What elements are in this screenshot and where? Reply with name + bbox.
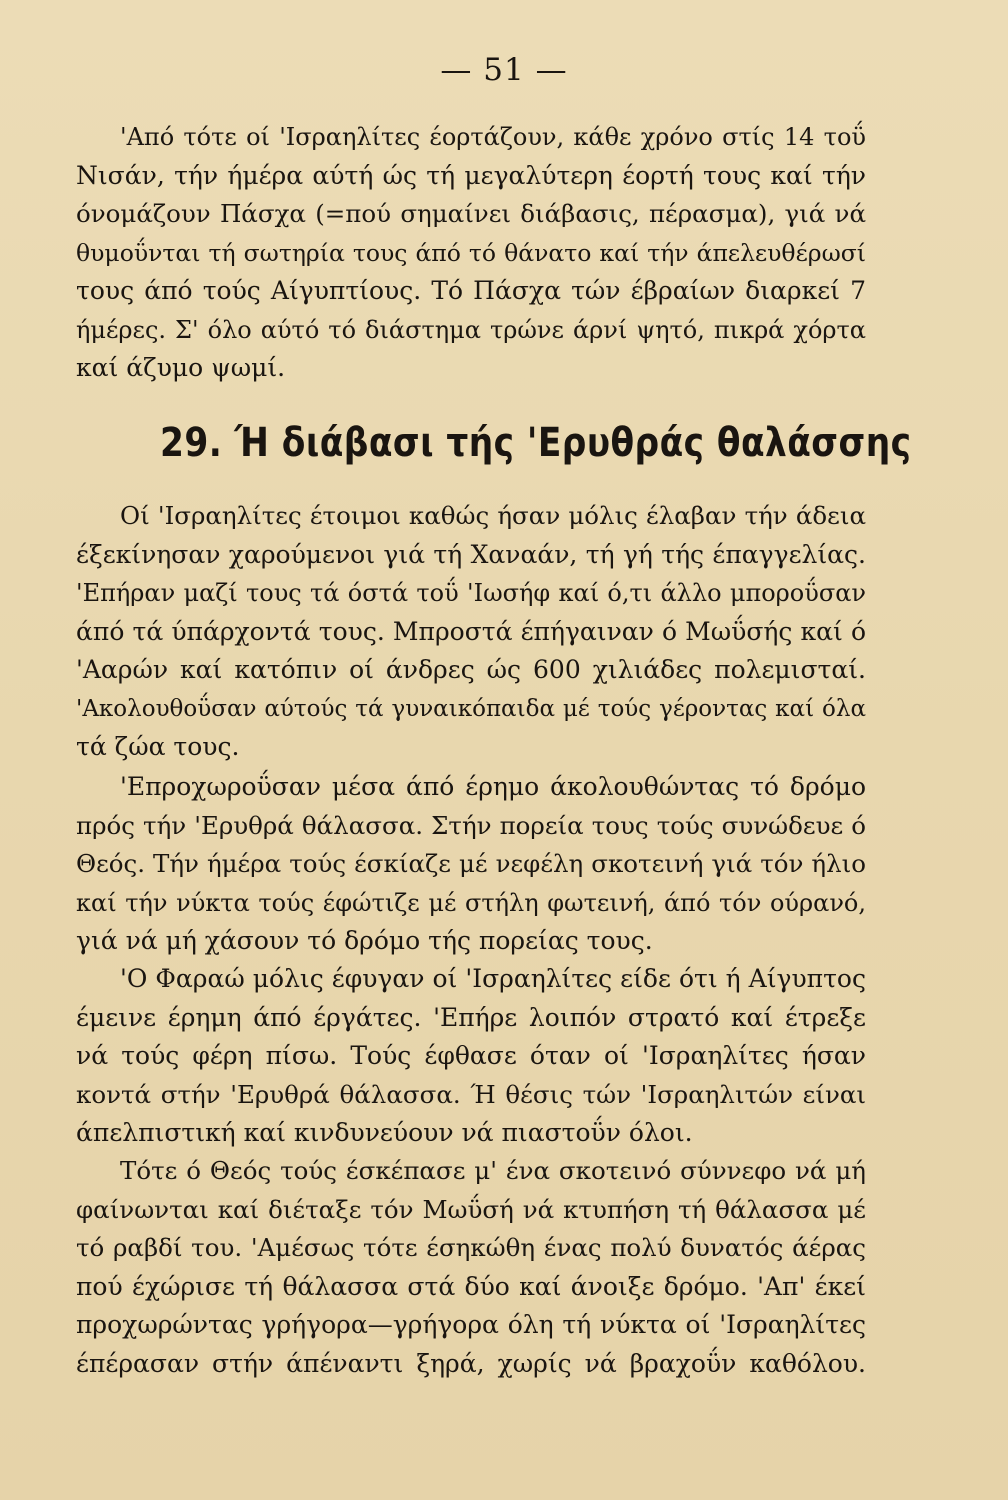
text-line: πού έχώρισε τή θάλασσα στά δύο καί άνοιξε δρόμο. 'Απ' έκεί <box>76 1271 866 1301</box>
section-heading <box>160 420 911 466</box>
intro-paragraph <box>76 118 866 388</box>
text-line: 'Επήραν μαζί τους τά όστά τοΰ 'Ιωσήφ καί ό,τι άλλο μποροΰσαν <box>76 579 866 607</box>
text-line: θυμοΰνται τή σωτηρία τους άπό τό θάνατο καί τήν άπελευθέρωσί <box>76 238 866 267</box>
text-line: έξεκίνησαν χαρούμενοι γιά τή Χαναάν, τή γή τής έπαγγελίας. <box>76 539 866 569</box>
text-line: καί τήν νύκτα τούς έφώτιζε μέ στήλη φωτεινή, άπό τόν ούρανό, <box>76 888 866 917</box>
text-line: έπέρασαν στήν άπέναντι ξηρά, χωρίς νά βραχοΰν καθόλου. <box>76 1348 866 1378</box>
section-title: Ή διάβασι τής 'Ερυθράς θαλάσσης <box>234 420 912 466</box>
text-line: Θεός. Τήν ήμέρα τούς έσκίαζε μέ νεφέλη σκοτεινή γιά τόν ήλιο <box>76 849 866 878</box>
text-line: Οί 'Ισραηλίτες έτοιμοι καθώς ήσαν μόλις έλαβαν τήν άδεια <box>120 501 866 530</box>
text-line: 'Από τότε οί 'Ισραηλίτες έορτάζουν, κάθε χρόνο στίς 14 τοΰ <box>120 123 866 151</box>
paragraph <box>76 960 866 1153</box>
text-line: άπελπιστική καί κινδυνεύουν νά πιαστοΰν όλοι. <box>76 1118 693 1147</box>
text-line: πρός τήν 'Ερυθρά θάλασσα. Στήν πορεία τους τούς συνώδευε ό <box>76 810 866 840</box>
text-line: τους άπό τούς Αίγυπτίους. Τό Πάσχα τών έβραίων διαρκεί 7 <box>76 276 866 305</box>
text-line: τό ραβδί του. 'Αμέσως τότε έσηκώθη ένας πολύ δυνατός άέρας <box>76 1233 866 1262</box>
text-line: όνομάζουν Πάσχα (=πού σημαίνει διάβασις, πέρασμα), γιά νά <box>76 199 866 228</box>
text-line: Τότε ό Θεός τούς έσκέπασε μ' ένα σκοτεινό σύννεφο νά μή <box>120 1156 866 1185</box>
paragraph <box>76 768 866 961</box>
text-line: 'Ακολουθοΰσαν αύτούς τά γυναικόπαιδα μέ τούς γέροντας καί όλα <box>76 695 866 722</box>
page-number: — 51 — <box>440 52 568 88</box>
text-line: τά ζώα τους. <box>76 732 240 761</box>
text-line: προχωρώντας γρήγορα—γρήγορα όλη τή νύκτα οί 'Ισραηλίτες <box>76 1310 866 1339</box>
text-line: νά τούς φέρη πίσω. Τούς έφθασε όταν οί 'Ισραηλίτες ήσαν <box>76 1041 866 1070</box>
text-line: κοντά στήν 'Ερυθρά θάλασσα. Ή θέσις τών 'Ισραηλιτών είναι <box>76 1079 866 1109</box>
paragraph <box>76 497 866 767</box>
text-line: 'Ααρών καί κατόπιν οί άνδρες ώς 600 χιλιάδες πολεμισταί. <box>76 655 866 684</box>
text-line: 'Ο Φαραώ μόλις έφυγαν οί 'Ισραηλίτες είδε ότι ή Αίγυπτος <box>120 964 866 993</box>
text-line: φαίνωνται καί διέταξε τόν Μωΰσή νά κτυπήση τή θάλασσα μέ <box>76 1194 866 1224</box>
text-line: γιά νά μή χάσουν τό δρόμο τής πορείας τους. <box>76 926 653 955</box>
section-number: 29. <box>160 420 223 466</box>
text-line: έμεινε έρημη άπό έργάτες. 'Επήρε λοιπόν στρατό καί έτρεξε <box>76 1002 866 1032</box>
text-line: Νισάν, τήν ήμέρα αύτή ώς τή μεγαλύτερη έορτή τους καί τήν <box>76 160 866 190</box>
text-line: καί άζυμο ψωμί. <box>76 353 286 382</box>
text-line: ήμέρες. Σ' όλο αύτό τό διάστημα τρώνε άρνί ψητό, πικρά χόρτα <box>76 315 866 344</box>
text-line: άπό τά ύπάρχοντά τους. Μπροστά έπήγαιναν ό Μωΰσής καί ό <box>76 616 866 646</box>
paragraph <box>76 1152 866 1383</box>
text-line: 'Επροχωροΰσαν μέσα άπό έρημο άκολουθώντας τό δρόμο <box>120 772 866 801</box>
